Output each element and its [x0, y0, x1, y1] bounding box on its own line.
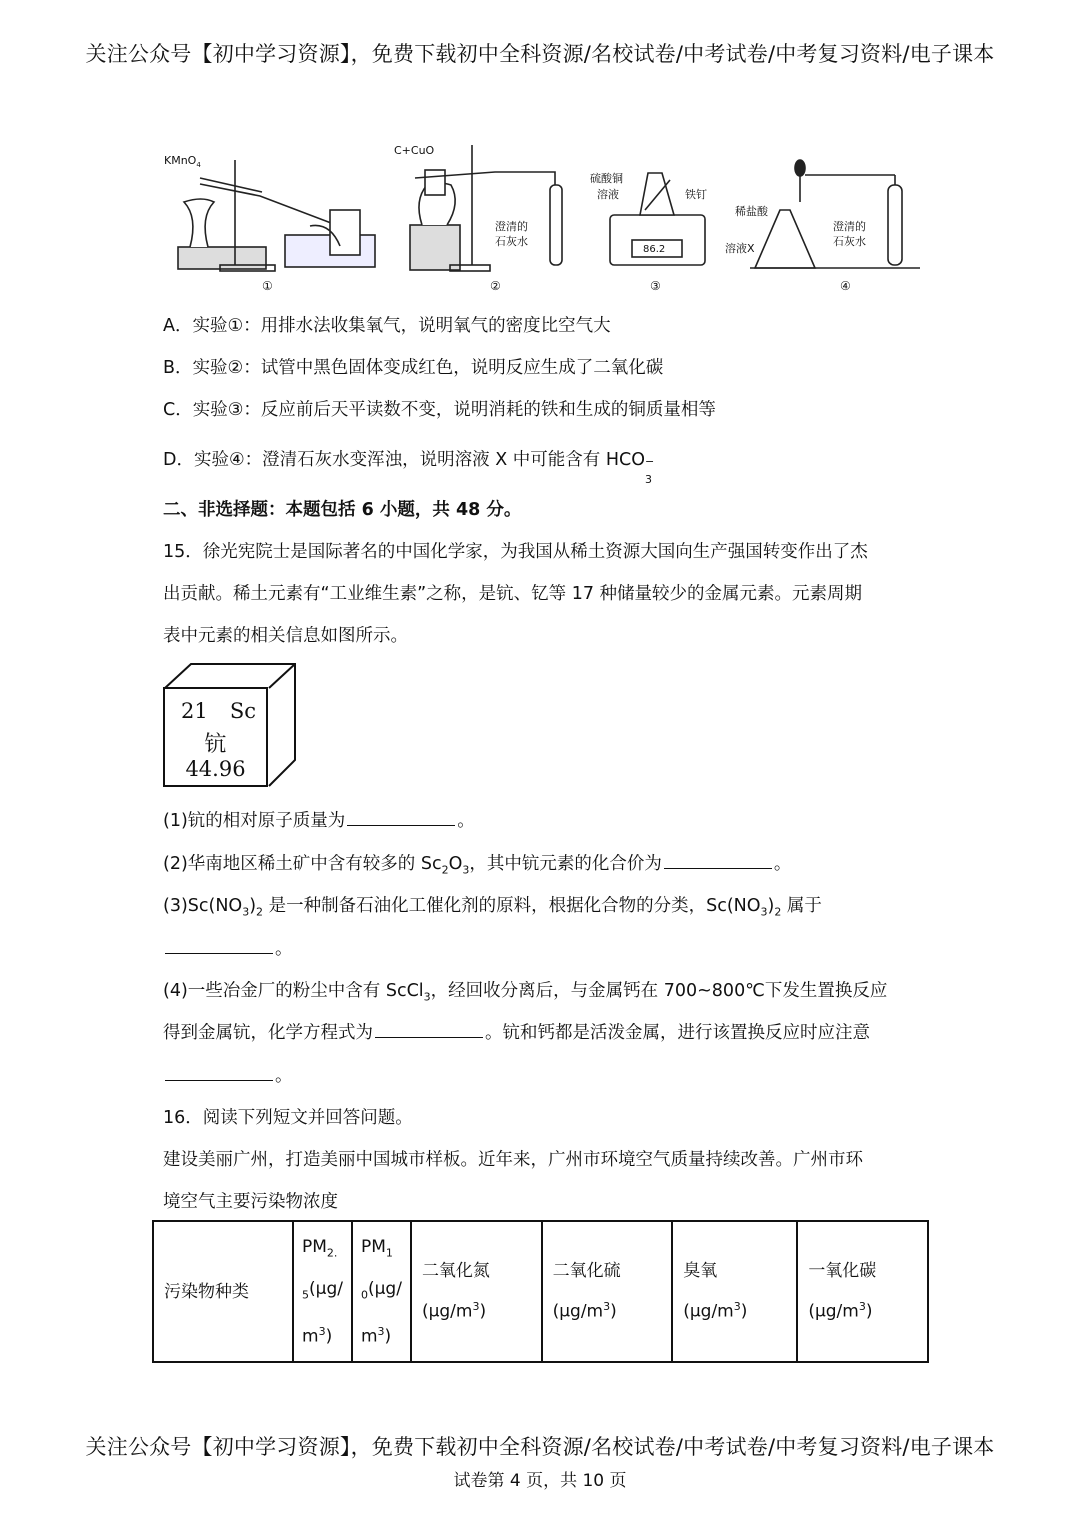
svg-text:稀盐酸: 稀盐酸 — [735, 205, 768, 218]
superscript: 3 — [603, 1300, 611, 1314]
option-a: A．实验①：用排水法收集氧气，说明氧气的密度比空气大 — [163, 316, 611, 336]
q15-line2: 出贡献。稀土元素有“工业维生素”之称，是钪、钇等 17 种储量较少的金属元素。元素周期 — [163, 584, 863, 604]
svg-text:石灰水: 石灰水 — [833, 235, 866, 248]
column-unit: ) — [740, 1301, 748, 1322]
svg-text:④: ④ — [840, 279, 851, 293]
q15-part2-text: O — [448, 854, 463, 874]
svg-text:KMnO4: KMnO$_4$ — [164, 154, 201, 169]
pm25-cell — [293, 1221, 352, 1362]
q15-part2 — [163, 850, 791, 877]
atomic-mass: 44.96 — [185, 757, 246, 781]
column-name: 二氧化氮 — [421, 1261, 490, 1282]
subscript: 3 — [423, 990, 431, 1004]
subscript: 3 — [760, 905, 768, 919]
q15-part2-text: ，其中钪元素的化合价为 — [469, 854, 662, 874]
row-header-cell: 污染物种类 — [153, 1221, 293, 1362]
q15-part4-text: (4)一些冶金厂的粉尘中含有 ScCl — [163, 981, 424, 1001]
q16-line2: 建设美丽广州，打造美丽中国城市样板。近年来，广州市环境空气质量持续改善。广州市环 — [163, 1150, 863, 1170]
column-header-cell — [411, 1221, 542, 1362]
svg-text:石灰水: 石灰水 — [495, 235, 528, 248]
pm25-unit: ) — [325, 1326, 333, 1347]
q15-part4-text: 得到金属钪，化学方程式为 — [163, 1023, 373, 1043]
subscript: 0 — [360, 1288, 368, 1302]
column-header-cell — [542, 1221, 673, 1362]
pm10-cell — [352, 1221, 411, 1362]
answer-blank[interactable] — [165, 952, 273, 954]
q15-part3-text: 属于 — [781, 896, 822, 916]
svg-text:硫酸铜: 硫酸铜 — [590, 172, 623, 185]
subscript: 1 — [385, 1246, 393, 1260]
subscript: 3 — [242, 905, 250, 919]
q15-part4-line2 — [163, 1019, 870, 1044]
answer-blank[interactable] — [664, 867, 772, 869]
option-d-sup: − — [645, 455, 655, 468]
footer-banner: 关注公众号【初中学习资源】，免费下载初中全科资源/名校试卷/中考试卷/中考复习资料/电子课本 — [85, 1435, 995, 1459]
q15-part4-text: ，经回收分离后，与金属钙在 700~800℃下发生置换反应 — [430, 981, 888, 1001]
option-b: B．实验②：试管中黑色固体变成红色，说明反应生成了二氧化碳 — [163, 358, 664, 378]
superscript: 3 — [472, 1300, 480, 1314]
section-title: 二、非选择题：本题包括 6 小题，共 48 分。 — [163, 500, 522, 520]
q15-part2-text: (2)华南地区稀土矿中含有较多的 Sc — [163, 854, 442, 874]
superscript: 3 — [318, 1324, 326, 1338]
svg-text:C+CuO: C+CuO — [394, 144, 435, 157]
svg-text:澄清的: 澄清的 — [833, 220, 866, 233]
pollutant-table — [152, 1220, 929, 1363]
svg-text:③: ③ — [650, 279, 661, 293]
column-unit: ) — [479, 1301, 487, 1322]
pm25-unit: (μg/ — [309, 1279, 343, 1300]
subscript: 2. — [326, 1246, 338, 1260]
column-name: 臭氧 — [683, 1261, 718, 1282]
q15-part3-text: (3)Sc(NO — [163, 896, 243, 916]
option-d — [163, 446, 655, 486]
q15-part4 — [163, 977, 887, 1004]
svg-text:①: ① — [262, 279, 273, 293]
column-name: 二氧化硫 — [552, 1261, 621, 1282]
period: 。 — [275, 1066, 293, 1086]
atomic-number: 21 — [181, 699, 208, 723]
superscript: 3 — [858, 1300, 866, 1314]
svg-text:86.2: 86.2 — [643, 244, 666, 255]
q15-part3 — [163, 892, 822, 919]
column-unit: (μg/m — [552, 1301, 604, 1322]
q15-part1-text: (1)钪的相对原子质量为 — [163, 811, 346, 831]
header-banner: 关注公众号【初中学习资源】，免费下载初中全科资源/名校试卷/中考试卷/中考复习资料/电子课本 — [85, 42, 995, 66]
period: 。 — [457, 811, 475, 831]
element-card — [163, 662, 298, 790]
q15-part3-text: ) — [767, 896, 775, 916]
column-header-cell — [672, 1221, 797, 1362]
option-d-text: D．实验④：澄清石灰水变浑浊，说明溶液 X 中可能含有 HCO — [163, 450, 645, 470]
column-unit: ) — [610, 1301, 617, 1322]
svg-text:溶液: 溶液 — [597, 188, 619, 201]
answer-blank[interactable] — [375, 1036, 483, 1038]
svg-text:铁钉: 铁钉 — [685, 188, 707, 201]
q16-line1: 16．阅读下列短文并回答问题。 — [163, 1108, 413, 1128]
table-row — [153, 1221, 928, 1362]
column-unit: (μg/m — [421, 1301, 473, 1322]
svg-text:澄清的: 澄清的 — [495, 220, 528, 233]
period: 。 — [275, 939, 293, 959]
apparatus-1 — [178, 160, 375, 271]
subscript: 2 — [256, 905, 264, 919]
element-name: 钪 — [204, 732, 227, 757]
q15-part3-answer — [163, 935, 293, 960]
svg-text:②: ② — [490, 279, 501, 293]
apparatus-4 — [750, 160, 920, 268]
superscript: 3 — [377, 1324, 385, 1338]
option-c: C．实验③：反应前后天平读数不变，说明消耗的铁和生成的铜质量相等 — [163, 400, 716, 420]
element-card-front — [163, 687, 268, 787]
pm10-label: PM — [360, 1236, 386, 1257]
page-number: 试卷第 4 页，共 10 页 — [453, 1471, 627, 1491]
q15-part4-text: 。钪和钙都是活泼金属，进行该置换反应时应注意 — [485, 1023, 870, 1043]
superscript: 3 — [733, 1300, 741, 1314]
svg-text:溶液X: 溶液X — [725, 242, 755, 255]
apparatus-2 — [410, 145, 562, 271]
subscript: 5 — [302, 1288, 309, 1302]
subscript: 2 — [774, 905, 782, 919]
period: 。 — [773, 854, 792, 874]
element-symbol: Sc — [229, 699, 256, 723]
option-d-sub: 3 — [645, 473, 652, 486]
column-unit: (μg/m — [808, 1301, 859, 1322]
column-unit: ) — [865, 1301, 873, 1322]
answer-blank[interactable] — [165, 1079, 273, 1081]
pm25-unit: m — [302, 1326, 319, 1347]
q15-part3-text: ) — [249, 896, 257, 916]
pm10-unit: m — [360, 1326, 378, 1347]
answer-blank[interactable] — [347, 824, 455, 826]
q15-line1: 15．徐光宪院士是国际著名的中国化学家，为我国从稀土资源大国向生产强国转变作出了杰 — [163, 542, 868, 562]
pm10-unit: ) — [384, 1326, 392, 1347]
pm25-label: PM — [302, 1236, 327, 1257]
q15-line3: 表中元素的相关信息如图所示。 — [163, 626, 408, 646]
q15-part3-text: 是一种制备石油化工催化剂的原料，根据化合物的分类，Sc(NO — [263, 896, 761, 916]
subscript: 2 — [441, 863, 449, 877]
pm10-unit: (μg/ — [367, 1279, 402, 1300]
q15-part4-answer — [163, 1062, 293, 1087]
q16-line3: 境空气主要污染物浓度 — [163, 1192, 338, 1212]
column-header-cell — [797, 1221, 928, 1362]
column-name: 一氧化碳 — [808, 1261, 877, 1282]
column-unit: (μg/m — [683, 1301, 734, 1322]
subscript: 3 — [462, 863, 470, 877]
q15-part1 — [163, 807, 475, 832]
experiment-figure — [160, 140, 930, 295]
